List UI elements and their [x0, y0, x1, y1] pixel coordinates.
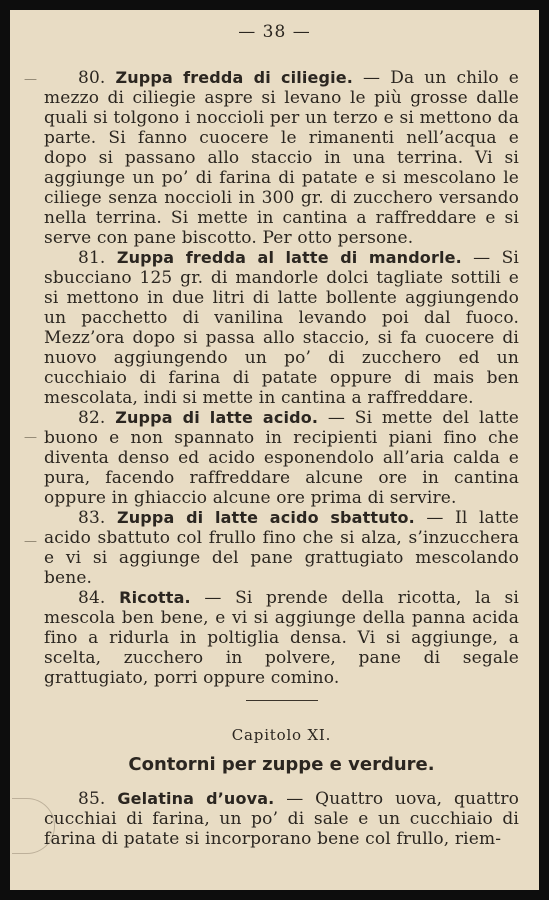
recipe-text: — Quattro uova, quattro cucchiai di farina, un po’ di sale e un cucchiaio di farina di patate si incorporano bene col frullo, riem-: [44, 789, 520, 849]
recipe-text: — Si sbucciano 125 gr. di mandorle dolci tagliate sottili e si mettono in due litri di latte bollente aggiungendo un pacchetto di vanilina levando poi dal fuoco. Mezz’ora dopo si passa allo staccio, si fa cuocere di nuovo aggiungendo un po’ di zucchero ed un cucchiaio di farina di patate oppure di mais ben mescolata, indi si mette in cantina a raffreddare.: [44, 248, 520, 408]
recipe-text: — Il latte acido sbattuto col frullo fino che si alza, s’inzucchera e vi si aggiunge del pane grattugiato mescolando bene.: [44, 508, 519, 588]
recipe-title: Gelatina d’uova.: [117, 789, 275, 808]
margin-mark: —: [24, 430, 37, 445]
chapter-title: Contorni per zuppe e verdure.: [128, 754, 435, 775]
recipe-81: [44, 248, 519, 408]
recipe-82: [44, 408, 519, 508]
recipe-number: 85.: [78, 789, 106, 809]
recipe-number: 80.: [78, 68, 106, 88]
recipe-number: 83.: [78, 508, 106, 528]
recipe-83: [44, 508, 519, 588]
recipe-text: — Si prende della ricotta, la si mescola ben bene, e vi si aggiunge della panna acida fino a ridurla in poltiglia densa. Vi si aggiunge, a scelta, zucchero in polvere, pane di segale grattugiato, porri oppure comino.: [44, 588, 519, 688]
recipe-text: — Da un chilo e mezzo di ciliegie aspre si levano le più grosse dalle quali si tolgono i noccioli per un terzo e si mettono da parte. Si fanno cuocere le rimanenti nell’acqua e dopo si passano allo staccio in una terrina. Vi si aggiunge un po’ di farina di patate e si mescolano le ciliege senza noccioli in 300 gr. di zucchero versando nella terrina. Si mette in cantina a raffreddare e si serve con pane biscotto. Per otto persone.: [44, 68, 520, 248]
recipe-title: Zuppa fredda di ciliegie.: [115, 68, 354, 87]
recipe-80: [44, 68, 519, 248]
recipe-number: 81.: [78, 248, 106, 268]
margin-mark: —: [24, 534, 37, 549]
recipe-title: Ricotta.: [119, 588, 191, 607]
page-body: [44, 68, 519, 849]
section-divider: [246, 700, 318, 701]
recipe-number: 84.: [78, 588, 106, 608]
recipe-number: 82.: [78, 408, 106, 428]
recipe-85: [44, 789, 519, 849]
recipe-84: [44, 588, 519, 688]
book-page: [10, 10, 539, 890]
margin-mark: —: [24, 72, 37, 87]
recipe-title: Zuppa di latte acido sbattuto.: [116, 508, 415, 527]
recipe-title: Zuppa di latte acido.: [115, 408, 319, 427]
chapter-label: Capitolo XI.: [231, 726, 332, 744]
page-number: — 38 —: [238, 22, 311, 42]
recipe-text: — Si mette del latte buono e non spannato in recipienti piani fino che diventa denso ed acido esponendolo all’aria calda e pura, facendo raffreddare alcune ore in cantina oppure in ghiaccio alcune ore prima di servire.: [44, 408, 519, 508]
recipe-title: Zuppa fredda al latte di mandorle.: [116, 248, 462, 267]
